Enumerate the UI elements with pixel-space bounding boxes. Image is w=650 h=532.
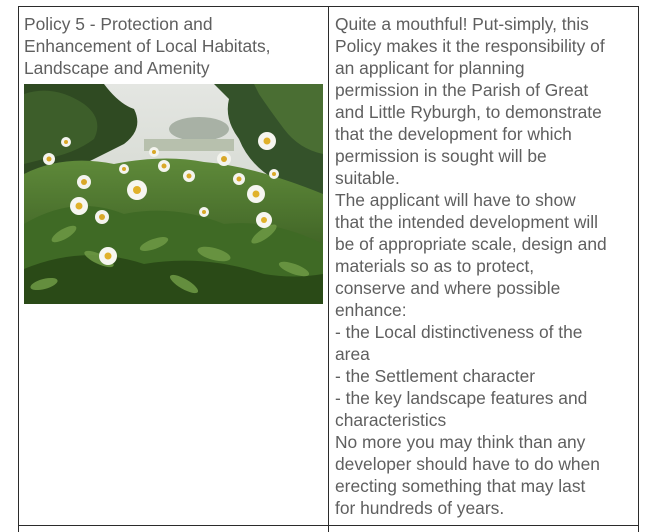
daisy-meadow-photo	[24, 84, 323, 304]
policy-title-cell	[19, 7, 329, 525]
next-row-divider	[328, 525, 329, 532]
policy-description: Quite a mouthful! Put-simply, this Policy makes it the responsibility of an applicant for planning permission in the Parish of Great and Little Ryburgh, to demonstrate that the development for which permission is sought will be suitable. The applicant will have to show that the intended development will be of appropriate scale, design and materials so as to protect, conserve and where possible enhance: - the Local distinctiveness of the area - the Settlement character - the key landscape features and characteristics No more you may think than any developer should have to do when erecting something that may last for hundreds of years.	[335, 14, 607, 518]
policy-table	[18, 6, 639, 526]
next-row-border	[18, 525, 639, 532]
policy-description-cell	[329, 7, 638, 525]
policy-title: Policy 5 - Protection and Enhancement of Local Habitats, Landscape and Amenity	[24, 14, 271, 78]
